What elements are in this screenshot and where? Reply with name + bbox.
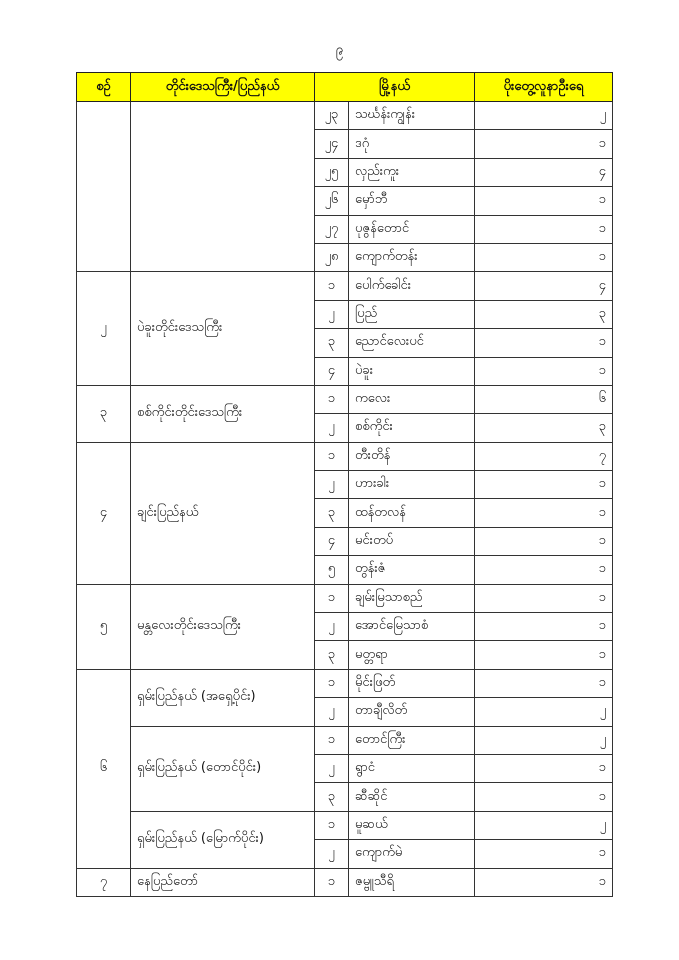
- table-row: [77, 272, 613, 300]
- township-name-cell: ချမ်းမြသာစည်: [349, 584, 475, 612]
- case-count-cell: ၂: [475, 811, 613, 839]
- township-name-cell: လှည်းကူး: [349, 158, 475, 186]
- case-count-cell: ၁: [475, 669, 613, 697]
- case-count-cell: ၁: [475, 556, 613, 584]
- township-number-cell: ၂: [315, 414, 349, 442]
- township-number-cell: ၁: [315, 669, 349, 697]
- region-cell: စစ်ကိုင်းတိုင်းဒေသကြီး: [131, 385, 315, 442]
- case-count-cell: ၇: [475, 442, 613, 470]
- region-cell: ပဲခူးတိုင်းဒေသကြီး: [131, 272, 315, 386]
- township-number-cell: ၂၈: [315, 243, 349, 271]
- township-name-cell: ရွာငံ: [349, 754, 475, 782]
- case-count-cell: ၂: [475, 102, 613, 130]
- header-sr: စဉ်: [77, 73, 131, 102]
- region-cell: ချင်းပြည်နယ်: [131, 442, 315, 584]
- case-count-cell: ၁: [475, 357, 613, 385]
- table-row: [77, 102, 613, 130]
- serial-number-cell: ၃: [77, 385, 131, 442]
- township-name-cell: မင်းတပ်: [349, 527, 475, 555]
- township-name-cell: တွန်းဇံ: [349, 556, 475, 584]
- township-name-cell: ကလေး: [349, 385, 475, 413]
- region-cell: မန္တလေးတိုင်းဒေသကြီး: [131, 584, 315, 669]
- township-name-cell: ပုဇွန်တောင်: [349, 215, 475, 243]
- township-number-cell: ၁: [315, 272, 349, 300]
- township-number-cell: ၂၄: [315, 130, 349, 158]
- township-name-cell: မိုင်းဖြတ်: [349, 669, 475, 697]
- case-count-cell: ၁: [475, 329, 613, 357]
- township-name-cell: သင်္ဃန်းကျွန်း: [349, 102, 475, 130]
- region-cell: [131, 102, 315, 272]
- township-number-cell: ၂: [315, 613, 349, 641]
- township-number-cell: ၃: [315, 641, 349, 669]
- township-number-cell: ၂၅: [315, 158, 349, 186]
- serial-number-cell: [77, 102, 131, 272]
- case-count-cell: ၁: [475, 641, 613, 669]
- table-row: [77, 811, 613, 839]
- case-count-cell: ၁: [475, 215, 613, 243]
- township-name-cell: ဆီဆိုင်: [349, 783, 475, 811]
- case-count-cell: ၁: [475, 187, 613, 215]
- township-number-cell: ၂၃: [315, 102, 349, 130]
- township-name-cell: ထန်တလန်: [349, 499, 475, 527]
- case-count-cell: ၆: [475, 385, 613, 413]
- case-count-cell: ၁: [475, 613, 613, 641]
- township-number-cell: ၄: [315, 527, 349, 555]
- case-count-cell: ၁: [475, 243, 613, 271]
- township-name-cell: ဇမ္ဗူသီရိ: [349, 868, 475, 896]
- township-number-cell: ၅: [315, 556, 349, 584]
- case-count-cell: ၄: [475, 272, 613, 300]
- township-number-cell: ၂: [315, 754, 349, 782]
- table-row: [77, 669, 613, 697]
- serial-number-cell: ၇: [77, 868, 131, 896]
- case-count-cell: ၂: [475, 698, 613, 726]
- township-number-cell: ၁: [315, 811, 349, 839]
- township-number-cell: ၃: [315, 783, 349, 811]
- case-count-cell: ၁: [475, 527, 613, 555]
- township-number-cell: ၂၇: [315, 215, 349, 243]
- township-name-cell: တောင်ကြီး: [349, 726, 475, 754]
- case-count-cell: ၁: [475, 840, 613, 868]
- header-region: တိုင်းဒေသကြီး/ပြည်နယ်: [131, 73, 315, 102]
- case-count-cell: ၁: [475, 499, 613, 527]
- header-township: မြို့နယ်: [315, 73, 475, 102]
- case-count-cell: ၁: [475, 754, 613, 782]
- township-number-cell: ၁: [315, 385, 349, 413]
- serial-number-cell: ၆: [77, 669, 131, 868]
- serial-number-cell: ၄: [77, 442, 131, 584]
- township-number-cell: ၂: [315, 471, 349, 499]
- township-name-cell: ကျောက်တန်း: [349, 243, 475, 271]
- township-number-cell: ၁: [315, 726, 349, 754]
- serial-number-cell: ၂: [77, 272, 131, 386]
- township-number-cell: ၁: [315, 584, 349, 612]
- township-name-cell: မူဆယ်: [349, 811, 475, 839]
- township-name-cell: တာချီလိတ်: [349, 698, 475, 726]
- case-count-cell: ၃: [475, 300, 613, 328]
- case-count-cell: ၁: [475, 584, 613, 612]
- case-count-cell: ၃: [475, 414, 613, 442]
- township-number-cell: ၂: [315, 840, 349, 868]
- township-name-cell: တီးတိန်: [349, 442, 475, 470]
- region-cell: ရှမ်းပြည်နယ် (တောင်ပိုင်း): [131, 726, 315, 811]
- table-row: [77, 442, 613, 470]
- region-cell: ရှမ်းပြည်နယ် (အရှေ့ပိုင်း): [131, 669, 315, 726]
- township-name-cell: ပေါက်ခေါင်း: [349, 272, 475, 300]
- table-row: [77, 385, 613, 413]
- case-count-cell: ၁: [475, 868, 613, 896]
- covid-cases-table: [76, 72, 613, 897]
- township-name-cell: ဟားခါး: [349, 471, 475, 499]
- case-count-cell: ၁: [475, 783, 613, 811]
- table-body: [77, 102, 613, 897]
- page-number: ၉: [335, 42, 344, 58]
- region-cell: နေပြည်တော်: [131, 868, 315, 896]
- table-row: [77, 868, 613, 896]
- township-name-cell: အောင်မြေသာစံ: [349, 613, 475, 641]
- region-cell: ရှမ်းပြည်နယ် (မြောက်ပိုင်း): [131, 811, 315, 868]
- township-number-cell: ၁: [315, 442, 349, 470]
- township-name-cell: မှော်ဘီ: [349, 187, 475, 215]
- township-name-cell: ညောင်လေးပင်: [349, 329, 475, 357]
- township-name-cell: မတ္တရာ: [349, 641, 475, 669]
- township-number-cell: ၂: [315, 300, 349, 328]
- township-name-cell: စစ်ကိုင်း: [349, 414, 475, 442]
- serial-number-cell: ၅: [77, 584, 131, 669]
- table-header-row: [77, 73, 613, 102]
- township-number-cell: ၃: [315, 499, 349, 527]
- case-count-cell: ၁: [475, 471, 613, 499]
- case-count-cell: ၄: [475, 158, 613, 186]
- header-count: ပိုးတွေ့လူနာဦးရေ: [475, 73, 613, 102]
- township-number-cell: ၄: [315, 357, 349, 385]
- township-number-cell: ၂၆: [315, 187, 349, 215]
- township-number-cell: ၂: [315, 698, 349, 726]
- township-name-cell: ဒဂုံ: [349, 130, 475, 158]
- township-number-cell: ၁: [315, 868, 349, 896]
- case-count-cell: ၁: [475, 130, 613, 158]
- township-name-cell: ပြည်: [349, 300, 475, 328]
- township-name-cell: ပဲခူး: [349, 357, 475, 385]
- table-row: [77, 726, 613, 754]
- township-number-cell: ၃: [315, 329, 349, 357]
- case-count-cell: ၂: [475, 726, 613, 754]
- table-row: [77, 584, 613, 612]
- township-name-cell: ကျောက်မဲ: [349, 840, 475, 868]
